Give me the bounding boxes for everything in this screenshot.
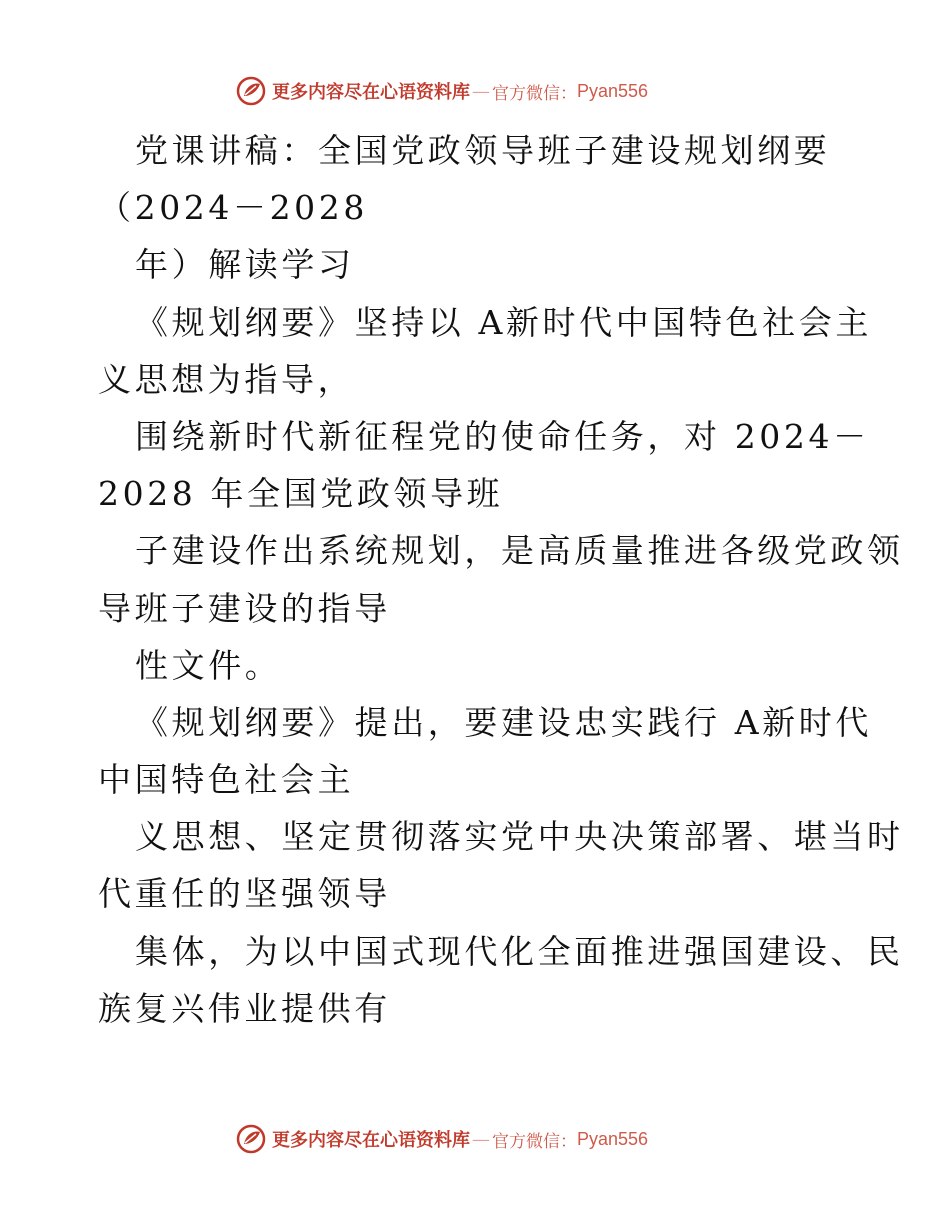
text-line: 《规划纲要》坚持以 A新时代中国特色社会主	[135, 302, 872, 342]
text-line: 《规划纲要》提出，要建设忠实践行 A新时代	[135, 702, 872, 742]
text-line: 代重任的坚强领导	[98, 874, 391, 914]
text-line: 年）解读学习	[135, 245, 355, 285]
text-line: 性文件。	[135, 645, 282, 685]
text-line: 族复兴伟业提供有	[98, 988, 391, 1028]
header-watermark	[236, 74, 648, 108]
text-line: 2028 年全国党政领导班	[98, 474, 504, 514]
text-line: 导班子建设的指导	[98, 588, 391, 628]
text-line: 围绕新时代新征程党的使命任务，对 2024－	[135, 416, 870, 456]
leaf-logo-icon	[236, 1124, 266, 1154]
watermark-separator: —	[472, 80, 490, 102]
watermark-text: 更多内容尽在心语资料库	[272, 82, 470, 103]
text-line: 子建设作出系统规划，是高质量推进各级党政领	[135, 531, 904, 571]
text-line: 集体，为以中国式现代化全面推进强国建设、民	[135, 931, 904, 971]
document-title: 党课讲稿：全国党政领导班子建设规划纲要	[135, 131, 831, 170]
watermark-text: 更多内容尽在心语资料库	[272, 1130, 470, 1151]
watermark-wechat-label: 官方微信：	[492, 1131, 577, 1152]
text-line: 义思想、坚定贯彻落实党中央决策部署、堪当时	[135, 817, 904, 857]
watermark-separator: —	[472, 1128, 490, 1150]
text-line: 义思想为指导，	[98, 359, 355, 399]
text-line: 中国特色社会主	[98, 760, 355, 800]
text-line: （2024－2028	[98, 188, 368, 228]
document-body	[98, 122, 904, 1037]
footer-watermark	[236, 1122, 648, 1156]
leaf-logo-icon	[236, 76, 266, 106]
watermark-wechat-id: Pyan556	[577, 80, 649, 101]
watermark-wechat-id: Pyan556	[577, 1128, 649, 1149]
watermark-wechat-label: 官方微信：	[492, 83, 577, 104]
